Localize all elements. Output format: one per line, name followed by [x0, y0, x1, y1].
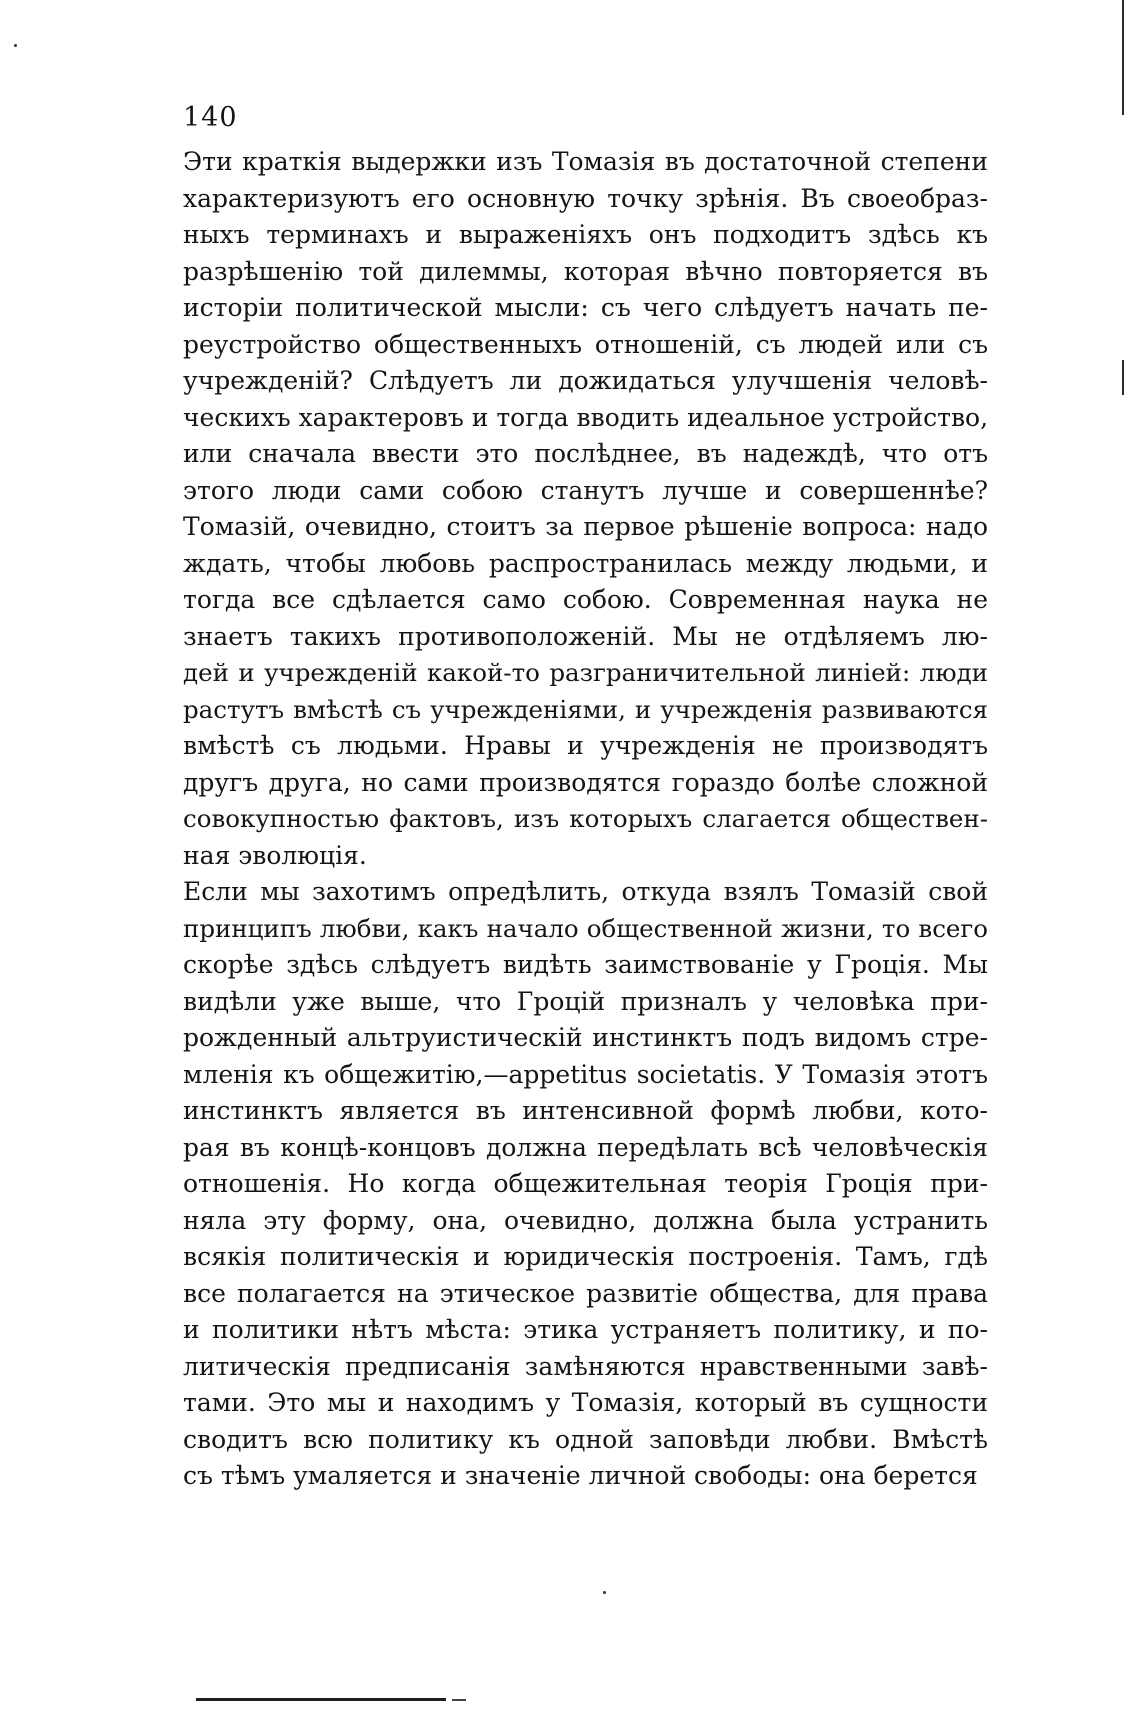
text-line: скорѣе здѣсь слѣдуетъ видѣть заимствованіе у Гроція. Мы — [183, 950, 988, 979]
text-line: ческихъ характеровъ и тогда вводить идеальное устройство, — [183, 402, 988, 432]
bottom-rule-tail — [452, 1699, 466, 1701]
text-block — [183, 144, 988, 1495]
text-line: ная эволюція. — [183, 840, 367, 870]
text-line: тами. Это мы и находимъ у Томазія, который въ сущности — [183, 1388, 988, 1417]
text-line: или сначала ввести это послѣднее, въ надеждѣ, что отъ — [183, 439, 988, 468]
text-line: разрѣшенію той дилеммы, которая вѣчно повторяется въ — [183, 256, 988, 286]
text-line: няла эту форму, она, очевидно, должна была устранить — [183, 1205, 988, 1235]
left-margin-dot — [14, 44, 17, 47]
page-number: 140 — [183, 102, 238, 133]
text-line: видѣли уже выше, что Гроцій призналъ у человѣка при- — [183, 986, 988, 1016]
text-line: Если мы захотимъ опредѣлить, откуда взялъ Томазій свой — [183, 877, 988, 906]
text-line: мленія къ общежитію,—appetitus societatis. У Томазія этотъ — [183, 1059, 988, 1089]
text-line: съ тѣмъ умаляется и значеніе личной свободы: она берется — [183, 1461, 978, 1490]
bottom-rule — [196, 1698, 446, 1701]
text-line: исторіи политической мысли: съ чего слѣдуетъ начать пе- — [183, 293, 988, 322]
text-line: принципъ любви, какъ начало общественной жизни, то всего — [183, 913, 988, 943]
paragraph — [183, 144, 988, 874]
text-line: реустройство общественныхъ отношеній, съ людей или съ — [183, 329, 988, 359]
text-line: растутъ вмѣстѣ съ учрежденіями, и учрежденія развиваются — [183, 694, 988, 724]
text-line: рожденный альтруистическій инстинктъ подъ видомъ стре- — [183, 1023, 988, 1052]
text-line: другъ друга, но сами производятся гораздо болѣе сложной — [183, 767, 988, 797]
text-line: Томазій, очевидно, стоитъ за первое рѣшеніе вопроса: надо — [183, 512, 988, 541]
text-line: вмѣстѣ съ людьми. Нравы и учрежденія не производятъ — [183, 731, 988, 760]
text-line: этого люди сами собою станутъ лучше и совершеннѣе? — [183, 475, 988, 505]
text-line: ныхъ терминахъ и выраженіяхъ онъ подходитъ здѣсь къ — [183, 220, 988, 249]
text-line: учрежденій? Слѣдуетъ ли дожидаться улучшенія человѣ- — [183, 366, 988, 395]
text-line: литическія предписанія замѣняются нравственными завѣ- — [183, 1351, 988, 1381]
text-line: совокупностью фактовъ, изъ которыхъ слагается обществен- — [183, 804, 988, 833]
paragraph — [183, 874, 988, 1495]
text-line: сводитъ всю политику къ одной заповѣди любви. Вмѣстѣ — [183, 1424, 988, 1454]
text-line: дей и учрежденій какой-то разграничительной линіей: люди — [183, 658, 988, 687]
text-line: Эти краткія выдержки изъ Томазія въ достаточной степени — [183, 147, 988, 176]
text-line: все полагается на этическое развитіе общества, для права — [183, 1278, 988, 1308]
right-edge-mark-top — [1122, 0, 1124, 115]
text-line: рая въ концѣ-концовъ должна передѣлать всѣ человѣческія — [183, 1132, 988, 1162]
text-line: знаетъ такихъ противоположеній. Мы не отдѣляемъ лю- — [183, 621, 988, 651]
text-line: всякія политическія и юридическія построенія. Тамъ, гдѣ — [183, 1242, 988, 1271]
text-line: ждать, чтобы любовь распространилась между людьми, и — [183, 548, 988, 578]
right-edge-mark-mid — [1122, 360, 1124, 395]
bottom-dot — [603, 1591, 606, 1594]
text-line: характеризуютъ его основную точку зрѣнія. Въ своеобраз- — [183, 183, 988, 213]
text-line: тогда все сдѣлается само собою. Современная наука не — [183, 585, 988, 614]
text-line: инстинктъ является въ интенсивной формѣ любви, кото- — [183, 1096, 988, 1125]
text-line: и политики нѣтъ мѣста: этика устраняетъ политику, и по- — [183, 1315, 988, 1344]
text-line: отношенія. Но когда общежительная теорія Гроція при- — [183, 1169, 988, 1198]
